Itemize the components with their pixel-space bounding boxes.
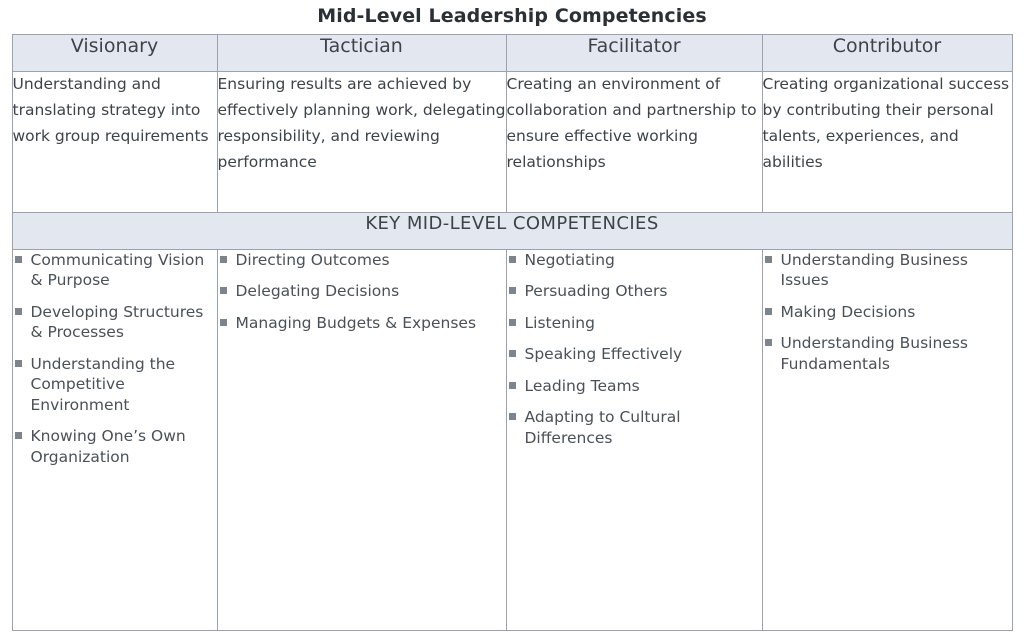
- competency-list-visionary: [13, 250, 217, 467]
- competency-cell-facilitator: [506, 250, 762, 631]
- competency-cell-contributor: [762, 250, 1012, 631]
- role-description-visionary: Understanding and translating strategy into work group requirements: [12, 72, 217, 213]
- role-header-visionary: Visionary: [12, 35, 217, 72]
- competency-item: Making Decisions: [763, 302, 1012, 322]
- role-description-contributor: Creating organizational success by contributing their personal talents, experiences, and abilities: [762, 72, 1012, 213]
- competency-list-row: [12, 250, 1012, 631]
- competency-list-facilitator: [507, 250, 762, 448]
- competency-item: Understanding Business Issues: [763, 250, 1012, 291]
- competency-item: Leading Teams: [507, 376, 762, 396]
- competency-item: Delegating Decisions: [218, 281, 506, 301]
- competency-item: Understanding the Competitive Environment: [13, 354, 217, 415]
- key-competencies-band: KEY MID-LEVEL COMPETENCIES: [12, 213, 1012, 250]
- competency-matrix-table: [12, 34, 1013, 631]
- competency-item: Communicating Vision & Purpose: [13, 250, 217, 291]
- role-header-row: [12, 35, 1012, 72]
- competency-item: Developing Structures & Processes: [13, 302, 217, 343]
- competency-item: Speaking Effectively: [507, 344, 762, 364]
- role-description-row: [12, 72, 1012, 213]
- competency-item: Knowing One’s Own Organization: [13, 426, 217, 467]
- competency-item: Understanding Business Fundamentals: [763, 333, 1012, 374]
- role-description-facilitator: Creating an environment of collaboration and partnership to ensure effective working relationships: [506, 72, 762, 213]
- role-header-facilitator: Facilitator: [506, 35, 762, 72]
- competency-cell-visionary: [12, 250, 217, 631]
- competency-item: Managing Budgets & Expenses: [218, 313, 506, 333]
- competency-item: Directing Outcomes: [218, 250, 506, 270]
- role-description-tactician: Ensuring results are achieved by effectively planning work, delegating responsibility, and reviewing performance: [217, 72, 506, 213]
- competency-list-tactician: [218, 250, 506, 333]
- competency-cell-tactician: [217, 250, 506, 631]
- competency-item: Adapting to Cultural Differences: [507, 407, 762, 448]
- role-header-contributor: Contributor: [762, 35, 1012, 72]
- competency-item: Negotiating: [507, 250, 762, 270]
- competency-list-contributor: [763, 250, 1012, 374]
- competency-item: Listening: [507, 313, 762, 333]
- competency-item: Persuading Others: [507, 281, 762, 301]
- role-header-tactician: Tactician: [217, 35, 506, 72]
- band-row: [12, 213, 1012, 250]
- page-title: Mid-Level Leadership Competencies: [317, 5, 707, 27]
